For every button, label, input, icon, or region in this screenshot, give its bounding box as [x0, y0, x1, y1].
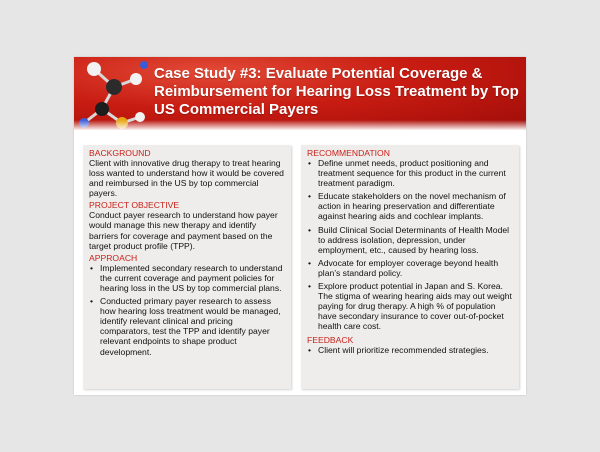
recommendation-heading: RECOMMENDATION — [307, 148, 390, 158]
background-heading: BACKGROUND — [89, 148, 151, 158]
molecule-illustration — [74, 57, 164, 142]
atom-white — [87, 62, 101, 76]
atom-blue — [79, 118, 89, 128]
title-banner — [74, 57, 526, 130]
page-title: Case Study #3: Evaluate Potential Coverage & Reimbursement for Hearing Loss Treatment by Top US Commercial Payers — [154, 65, 519, 118]
right-panel — [301, 145, 519, 389]
left-panel — [83, 145, 291, 389]
list-item: • Client will prioritize recommended strategies. — [307, 345, 513, 355]
list-item: • Define unmet needs, product positioning and treatment sequence for this product in the current treatment paradigm. — [307, 158, 513, 188]
atom-white — [130, 73, 142, 85]
atom-blue — [140, 61, 148, 69]
atom-dark — [106, 79, 122, 95]
approach-heading: APPROACH — [89, 252, 138, 263]
background-text: Client with innovative drug therapy to treat hearing loss wanted to understand how it would be covered and reimbursed in the US by top commercial payers. — [89, 158, 284, 199]
feedback-list — [307, 345, 513, 355]
list-item: • Explore product potential in Japan and S. Korea. The stigma of wearing hearing aids may out weight paying for drug therapy. A high % of population have secondary insurance to cover out-of-pocket health care cost. — [307, 281, 513, 331]
atom-orange — [116, 117, 128, 129]
recommendation-list — [307, 158, 513, 332]
list-item: • Educate stakeholders on the novel mechanism of action in hearing preservation and differentiate against hearing aids and cochlear implants. — [307, 191, 513, 221]
list-item: • Build Clinical Social Determinants of Health Model to address isolation, depression, under employment, etc., caused by hearing loss. — [307, 225, 513, 255]
objective-text: Conduct payer research to understand how payer would manage this new therapy and identify barriers for coverage and payment based on the target product profile (TPP). — [89, 210, 278, 251]
feedback-heading: FEEDBACK — [307, 334, 354, 345]
objective-heading: PROJECT OBJECTIVE — [89, 200, 180, 211]
approach-list — [89, 263, 285, 357]
list-item: • Conducted primary payer research to assess how hearing loss treatment would be managed, identify relevant clinical and pricing comparators, test the TPP and identify payer relevant endpoints to shape product development. — [89, 296, 285, 357]
list-item: • Advocate for employer coverage beyond health plan’s standard policy. — [307, 258, 513, 278]
atom-dark — [95, 102, 109, 116]
atom-white — [135, 112, 145, 122]
slide — [74, 57, 526, 395]
list-item: • Implemented secondary research to understand the current coverage and payment policies for hearing loss in the US by top commercial plans. — [89, 263, 285, 293]
